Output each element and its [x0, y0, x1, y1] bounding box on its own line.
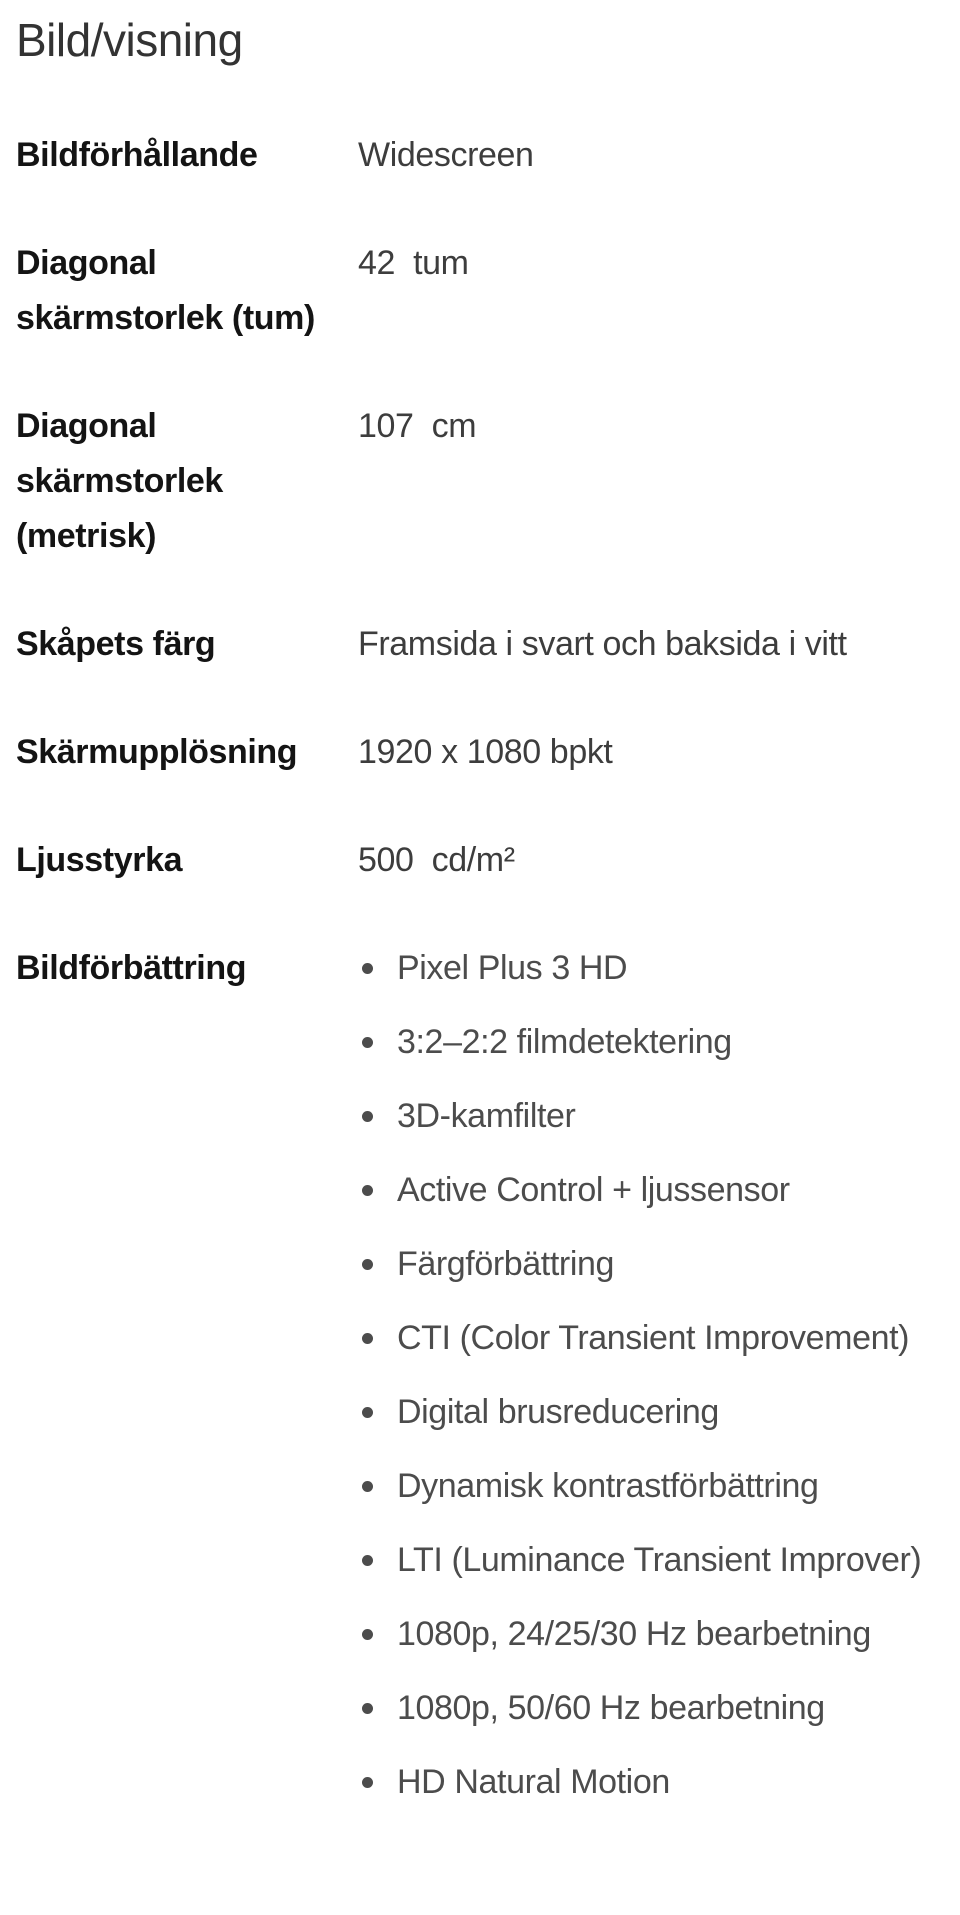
- section-title: Bild/visning: [16, 14, 243, 66]
- spec-row: [16, 617, 944, 672]
- spec-row: [16, 833, 944, 888]
- feature-item: LTI (Luminance Transient Improver): [358, 1533, 944, 1588]
- feature-item: 1080p, 24/25/30 Hz bearbetning: [358, 1607, 944, 1662]
- spec-label: Skåpets färg: [16, 625, 216, 663]
- spec-table: [16, 128, 944, 1810]
- spec-label: Diagonal skärmstorlek (tum): [16, 244, 315, 337]
- feature-list: [358, 941, 944, 1810]
- feature-item: Digital brusreducering: [358, 1385, 944, 1440]
- spec-row: [16, 941, 944, 1810]
- feature-item: Active Control + ljussensor: [358, 1163, 944, 1218]
- spec-label: Diagonal skärmstorlek (metrisk): [16, 407, 223, 555]
- spec-label: Ljusstyrka: [16, 841, 183, 879]
- spec-label: Bildförhållande: [16, 136, 258, 174]
- spec-label: Bildförbättring: [16, 949, 247, 987]
- spec-value: 42 tum: [358, 244, 469, 282]
- spec-label: Skärmupplösning: [16, 733, 298, 771]
- spec-value: 107 cm: [358, 407, 477, 445]
- feature-item: Pixel Plus 3 HD: [358, 941, 944, 996]
- feature-item: 1080p, 50/60 Hz bearbetning: [358, 1681, 944, 1736]
- spec-row: [16, 236, 944, 346]
- feature-item: 3D-kamfilter: [358, 1089, 944, 1144]
- spec-value: Widescreen: [358, 136, 534, 174]
- feature-item: Färgförbättring: [358, 1237, 944, 1292]
- spec-value: 1920 x 1080 bpkt: [358, 733, 613, 771]
- spec-row: [16, 725, 944, 780]
- spec-row: [16, 128, 944, 183]
- feature-item: Dynamisk kontrastförbättring: [358, 1459, 944, 1514]
- spec-value: Framsida i svart och baksida i vitt: [358, 625, 847, 663]
- feature-item: 3:2–2:2 filmdetektering: [358, 1015, 944, 1070]
- feature-item: HD Natural Motion: [358, 1755, 944, 1810]
- feature-item: CTI (Color Transient Improvement): [358, 1311, 944, 1366]
- spec-row: [16, 399, 944, 564]
- spec-value: 500 cd/m²: [358, 841, 515, 879]
